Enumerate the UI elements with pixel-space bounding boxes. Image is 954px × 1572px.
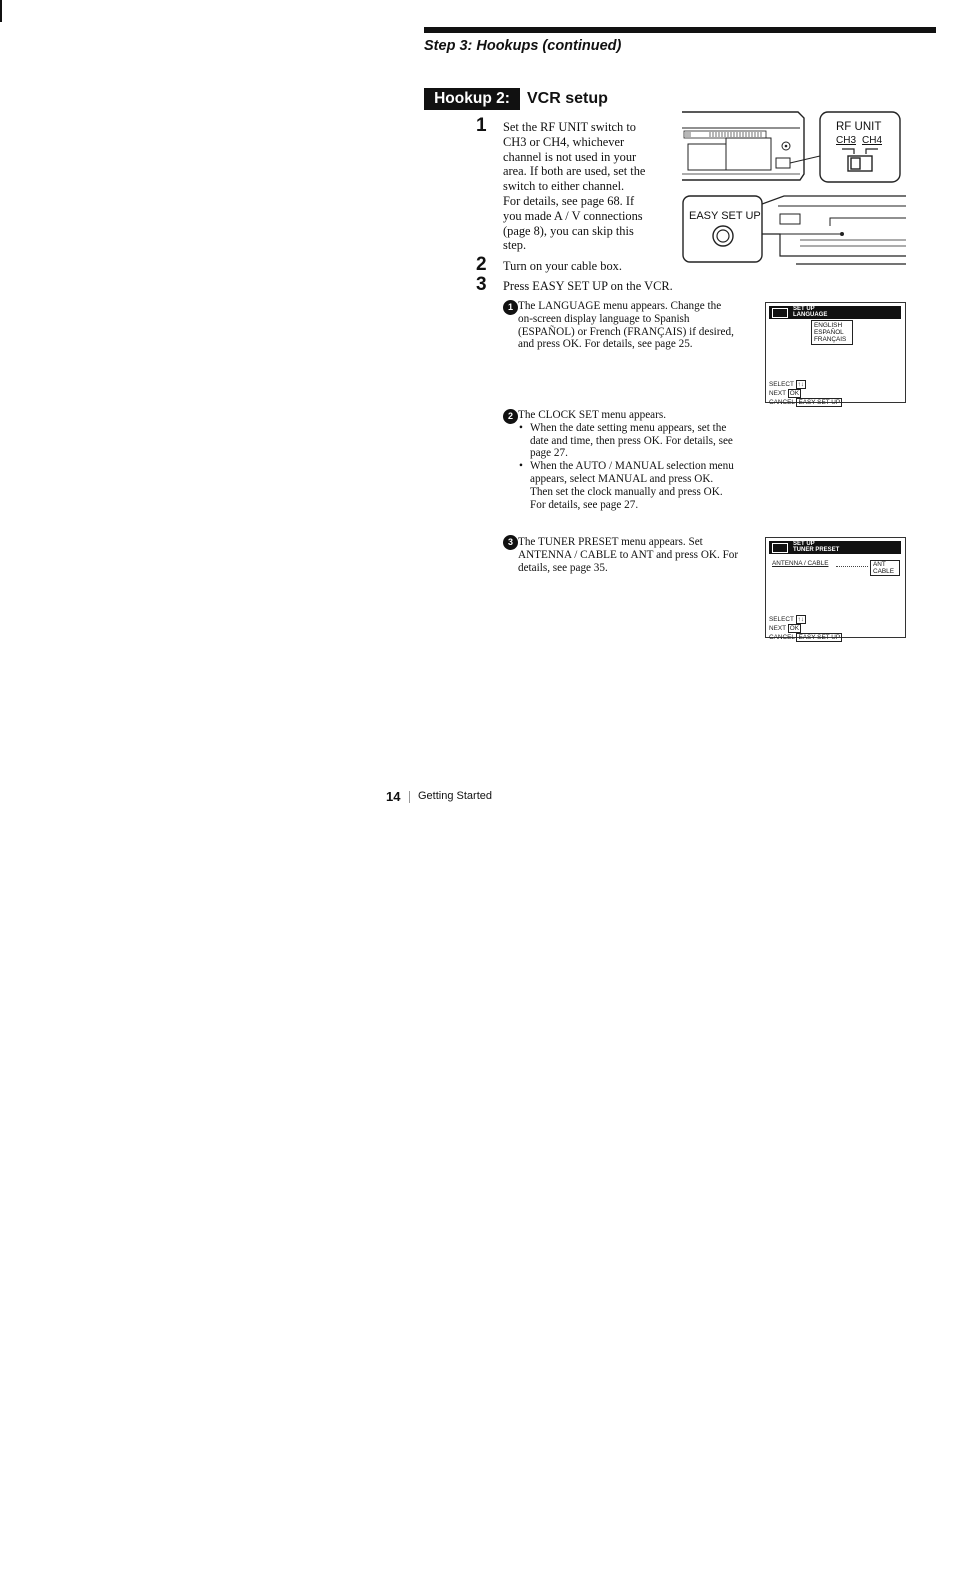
language-options-box (811, 320, 853, 345)
field-leader-dots (836, 566, 868, 567)
tuner-menu-title-1: SET UP (793, 541, 815, 547)
page-number: 14 (386, 789, 401, 804)
antenna-cable-field-label: ANTENNA / CABLE (772, 560, 829, 567)
step-1-line: (page 8), you can skip this (503, 223, 634, 238)
rf-unit-ch3-label: CH3 (836, 135, 857, 146)
language-menu-title-1: SET UP (793, 306, 815, 312)
rf-unit-switch-icon (840, 146, 880, 174)
tuner-option-cable: CABLE (873, 568, 894, 575)
running-head: Step 3: Hookups (continued) (424, 38, 622, 54)
substep-1-line: (ESPAÑOL) or French (FRANÇAIS) if desired, (518, 325, 734, 338)
substep-1-line: on-screen display language to Spanish (518, 312, 690, 325)
setup-menu-icon (772, 308, 788, 318)
tuner-option-ant: ANT (873, 561, 886, 568)
setup-menu-icon (772, 543, 788, 553)
substep-2-bullet-item: • When the date setting menu appears, set the date and time, then press OK. For details, see page 27. (518, 422, 768, 460)
step-1-text (503, 120, 679, 253)
legend-row: SELECT ↑↓ (769, 616, 804, 623)
header-rule (424, 27, 936, 33)
substep-1-line: The LANGUAGE menu appears. Change the (518, 300, 722, 312)
select-key-icon: ↑↓ (797, 616, 804, 623)
tuner-preset-menu-screen (765, 537, 906, 641)
tuner-menu-title-bar (769, 541, 901, 554)
rf-unit-ch4-label: CH4 (862, 135, 883, 146)
tuner-menu-legend (769, 615, 842, 642)
step-3-text: Press EASY SET UP on the VCR. (503, 279, 673, 293)
rf-unit-label: RF UNIT (836, 121, 882, 133)
step-1-line: channel is not used in your (503, 149, 637, 164)
crop-mark (0, 0, 2, 22)
language-menu-screen (765, 302, 906, 406)
substep-bullet-2: 2 (503, 409, 518, 424)
ok-key-icon: OK (789, 390, 799, 397)
substep-2-intro: The CLOCK SET menu appears. (518, 409, 666, 421)
language-menu-legend (769, 380, 842, 407)
ok-key-icon: OK (789, 625, 799, 632)
legend-row: NEXT OK (769, 625, 799, 632)
footer-divider (409, 791, 410, 803)
step-1-line: step. (503, 238, 527, 253)
step-1-line: switch to either channel. (503, 179, 625, 194)
substep-2-bullet-item: • When the AUTO / MANUAL selection menu appears, select MANUAL and press OK. Then set the clock manually and press OK. For details, see page 27. (518, 460, 768, 511)
legend-row: NEXT OK (769, 390, 799, 397)
step-1-line: For details, see page 68. If (503, 193, 635, 208)
language-option-francais: FRANÇAIS (814, 336, 847, 343)
substep-1-text (518, 300, 758, 351)
step-1-line: area. If both are used, set the (503, 164, 646, 179)
hookup-badge: Hookup 2: (424, 88, 520, 110)
step-number-3: 3 (476, 274, 487, 295)
step-1-line: you made A / V connections (503, 208, 643, 223)
footer-section-label: Getting Started (418, 790, 492, 802)
easy-setup-key-icon: EASY SET UP (798, 634, 841, 641)
substep-1-line: and press OK. For details, see page 25. (518, 338, 693, 351)
antenna-cable-options-box (870, 560, 900, 576)
legend-row: CANCEL EASY SET UP (769, 634, 841, 641)
language-option-english: ENGLISH (814, 322, 843, 329)
language-menu-title-2: LANGUAGE (793, 312, 828, 318)
step-number-2: 2 (476, 254, 487, 275)
substep-3-text (518, 536, 760, 574)
substep-bullet-1: 1 (503, 300, 518, 315)
tuner-menu-title-2: TUNER PRESET (793, 547, 840, 553)
legend-row: CANCEL EASY SET UP (769, 399, 841, 406)
section-title: VCR setup (527, 90, 608, 107)
language-menu-title-bar (769, 306, 901, 319)
step-1-line: Set the RF UNIT switch to (503, 120, 636, 134)
step-2-text: Turn on your cable box. (503, 259, 622, 273)
select-key-icon: ↑↓ (797, 381, 804, 388)
substep-3-line: The TUNER PRESET menu appears. Set (518, 536, 703, 548)
step-1-line: CH3 or CH4, whichever (503, 134, 625, 149)
substep-3-line: ANTENNA / CABLE to ANT and press OK. For (518, 548, 739, 561)
easy-setup-illustration (680, 194, 906, 266)
substep-bullet-3: 3 (503, 535, 518, 550)
substep-3-line: details, see page 35. (518, 561, 608, 574)
substep-2-text (518, 409, 768, 511)
legend-row: SELECT ↑↓ (769, 381, 804, 388)
easy-setup-label: EASY SET UP (689, 210, 761, 222)
step-number-1: 1 (476, 115, 487, 136)
substep-2-bullets (518, 422, 768, 512)
easy-setup-key-icon: EASY SET UP (798, 399, 841, 406)
language-option-espanol: ESPAÑOL (814, 329, 844, 336)
